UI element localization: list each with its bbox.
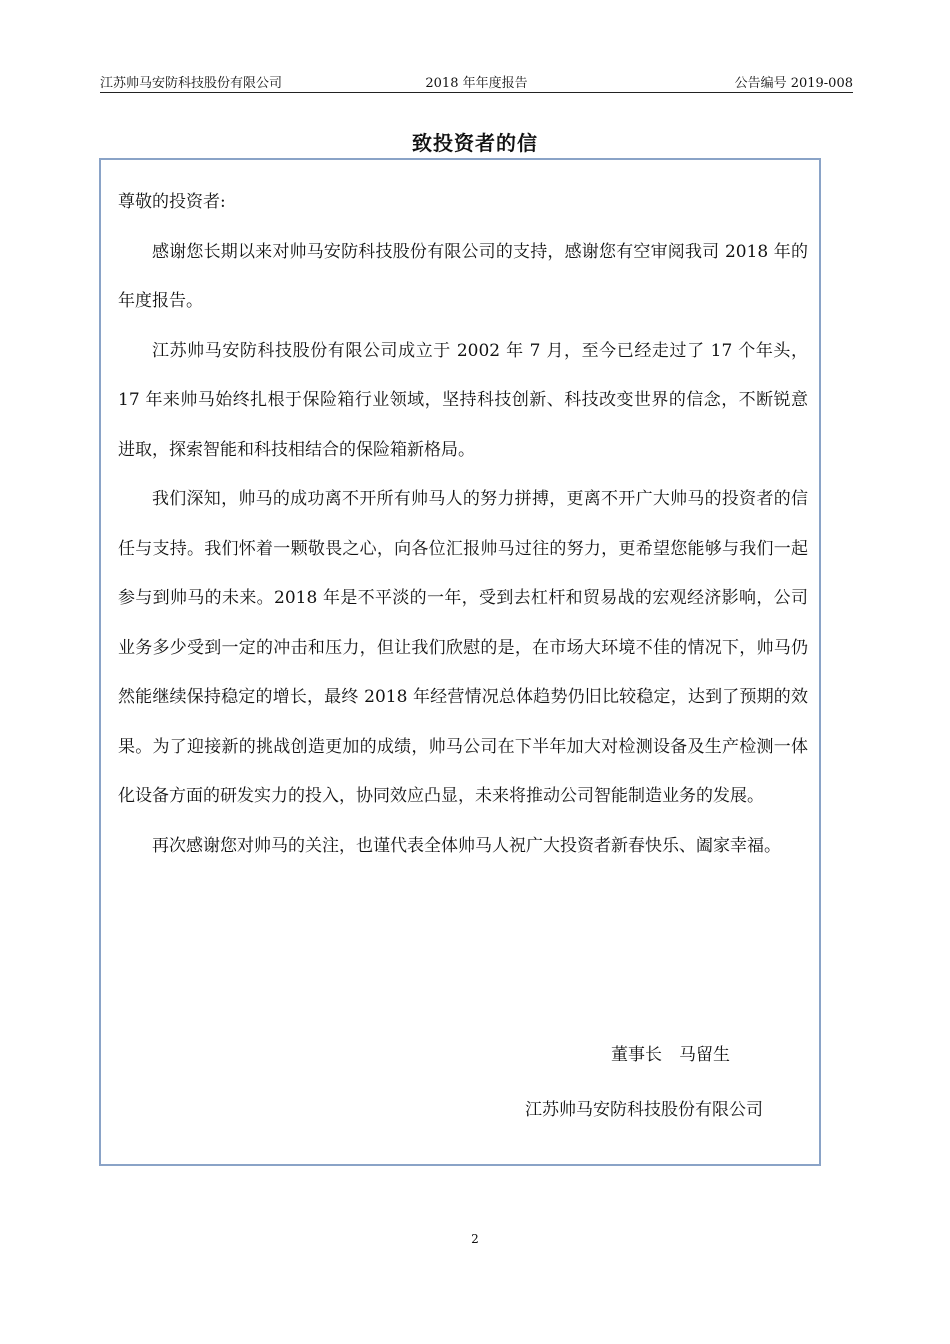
letter-box <box>99 158 821 1166</box>
letter-salutation: 尊敬的投资者: <box>118 192 226 212</box>
letter-paragraph: 江苏帅马安防科技股份有限公司成立于 2002 年 7 月，至今已经走过了 17 个年头，17 年来帅马始终扎根于保险箱行业领域，坚持科技创新、科技改变世界的信念，不断锐意进取，探索智能和科技相结合的保险箱新格局。 <box>118 340 808 460</box>
header-company-name: 江苏帅马安防科技股份有限公司 <box>100 76 283 91</box>
page-number: 2 <box>471 1232 479 1246</box>
header-announcement-number: 公告编号 2019-008 <box>734 76 853 91</box>
letter-title: 致投资者的信 <box>412 131 538 155</box>
header-report-title: 2018 年年度报告 <box>425 76 528 91</box>
letter-paragraph: 我们深知，帅马的成功离不开所有帅马人的努力拼搏，更离不开广大帅马的投资者的信任与支持。我们怀着一颗敬畏之心，向各位汇报帅马过往的努力，更希望您能够与我们一起参与到帅马的未来。2018 年是不平淡的一年，受到去杠杆和贸易战的宏观经济影响，公司业务多少受到一定的冲击和压力，但让我们欣慰的是，在市场大环境不佳的情况下，帅马仍然能继续保持稳定的增长，最终 2018 年经营情况总体趋势仍旧比较稳定，达到了预期的效果。为了迎接新的挑战创造更加的成绩，帅马公司在下半年加大对检测设备及生产检测一体化设备方面的研发实力的投入，协同效应凸显，未来将推动公司智能制造业务的发展。 <box>118 489 808 806</box>
signature-chairman: 董事长 马留生 <box>611 1045 730 1065</box>
signature-company: 江苏帅马安防科技股份有限公司 <box>525 1100 763 1120</box>
letter-paragraph: 感谢您长期以来对帅马安防科技股份有限公司的支持，感谢您有空审阅我司 2018 年的年度报告。 <box>118 241 808 311</box>
letter-body <box>118 178 808 871</box>
letter-paragraph: 再次感谢您对帅马的关注，也谨代表全体帅马人祝广大投资者新春快乐、阖家幸福。 <box>152 835 781 856</box>
page-header <box>100 70 853 93</box>
